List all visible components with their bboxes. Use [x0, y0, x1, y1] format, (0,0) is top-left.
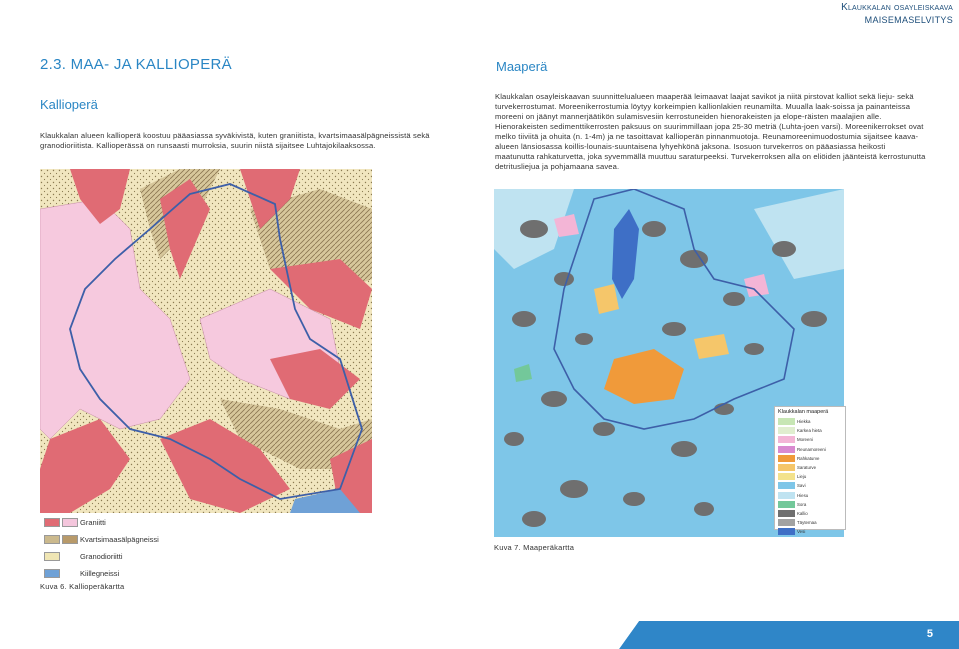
legend-swatch: [778, 473, 795, 480]
legend-item-reunamoreeni: [775, 445, 845, 454]
maapera-paragraph: Klaukkalan osayleiskaavan suunnittelualueen maaperää leimaavat laajat savikot ja niitä pirstovat kalliot sekä lieju- sekä turvekerrostumat. Moreenikerrostumia löytyy korkeimpien kallionlakien reunamilta. Muualla laak-soissa ja painanteissa moreeni on jäänyt mannerjäätikön sulamisvesiin kerrostuneiden hienorakeisten ja elope-räisten maalajien alle. Hienorakeisten sedimenttikerrosten paksuus on suurimmillaan jopa 25-30 metriä (Luhta-joen varsi). Moreenikerrokset ovat melko tiiviitä ja ohuita (n. 1-4m) ja ne tasoittavat kallioperän pinnanmuotoja. Reunamoreenimuodostumia sijaitsee kaava-alueen länsiosassa koillis-lounais-suuntaisena lyhyehkönä jaksona. Isosuon turvekerros on pääasiassa heikosti maatunutta rahkaturvetta, joka syvemmällä muuttuu saraturpeeksi. Turvekerroksen alla on eliöiden jäänteistä kerrostunutta detritusliejua ja pohjamaana savea.: [495, 92, 926, 171]
legend-label: Kallio: [797, 510, 808, 516]
legend-swatch: [778, 519, 795, 526]
legend-label: Rahkaturve: [797, 455, 820, 461]
soil-legend-title: Klaukkalan maaperä: [778, 409, 829, 415]
legend-swatch: [778, 510, 795, 517]
legend-label: Kiillegneissi: [80, 569, 120, 578]
legend-label: Savi: [797, 483, 806, 489]
legend-item-hiesu: [775, 491, 845, 500]
legend-label: Hiesu: [797, 492, 809, 498]
legend-swatch: [62, 518, 78, 527]
legend-label: Granodioriitti: [80, 552, 123, 561]
page-number: 5: [926, 628, 933, 640]
legend-swatch: [62, 535, 78, 544]
legend-swatch: [778, 464, 795, 471]
header-title: Klaukkalan osayleiskaava: [841, 2, 953, 13]
legend-item-karkea-hieta: [775, 426, 845, 435]
legend-label: Reunamoreeni: [797, 446, 826, 452]
legend-label: Sora: [797, 501, 807, 507]
legend-item-hiekka: [775, 417, 845, 426]
legend-item-sora: [775, 500, 845, 509]
legend-swatch: [778, 492, 795, 499]
legend-label: Täytemaa: [797, 520, 817, 526]
legend-item-moreeni: [775, 435, 845, 444]
legend-swatch: [44, 552, 60, 561]
legend-label: Lieju: [797, 474, 807, 480]
legend-swatch: [44, 518, 60, 527]
document-header: [841, 2, 953, 26]
legend-item-taytemaa: [775, 518, 845, 527]
kalliopera-heading: Kallioperä: [40, 97, 98, 112]
legend-swatch: [778, 455, 795, 462]
header-subtitle: MAISEMASELVITYS: [864, 15, 953, 25]
legend-label: Saraturve: [797, 464, 817, 470]
legend-swatch: [778, 482, 795, 489]
bedrock-map: [40, 169, 372, 513]
soil-legend: [774, 406, 846, 535]
legend-label: Moreeni: [797, 437, 813, 443]
legend-item-rahkaturve: [775, 454, 845, 463]
legend-label: Hiekka: [797, 419, 811, 424]
legend-label: Vesi: [797, 529, 806, 535]
legend-swatch: [778, 427, 795, 434]
legend-label: Graniitti: [80, 518, 106, 527]
legend-item-kallio: [775, 509, 845, 518]
legend-swatch: [778, 501, 795, 508]
legend-item-vesi: [775, 527, 845, 536]
legend-label: Karkea hieta: [797, 428, 822, 434]
legend-item-savi: [775, 481, 845, 490]
section-title: 2.3. MAA- JA KALLIOPERÄ: [40, 56, 232, 73]
legend-swatch: [778, 436, 795, 443]
soil-caption: Kuva 7. Maaperäkartta: [494, 543, 575, 552]
legend-swatch: [778, 528, 795, 535]
footer-bar: [619, 621, 959, 649]
maapera-heading: Maaperä: [496, 59, 548, 74]
legend-item-saraturve: [775, 463, 845, 472]
legend-item-lieju: [775, 472, 845, 481]
kalliopera-paragraph: Klaukkalan alueen kallioperä koostuu pääasiassa syväkivistä, kuten graniitista, kvartsimaasälpägneissistä sekä granodioriitista. Kallioperässä on runsaasti murroksia, suurin niistä sijaitsee Luhtajokilaaksossa.: [40, 131, 430, 150]
legend-swatch: [778, 418, 795, 425]
legend-swatch: [44, 569, 60, 578]
legend-swatch: [778, 446, 795, 453]
legend-label: Kvartsimaasälpägneissi: [80, 535, 159, 544]
bedrock-map-graphic: [40, 169, 372, 513]
bedrock-caption: Kuva 6. Kallioperäkartta: [40, 582, 125, 591]
legend-swatch: [44, 535, 60, 544]
